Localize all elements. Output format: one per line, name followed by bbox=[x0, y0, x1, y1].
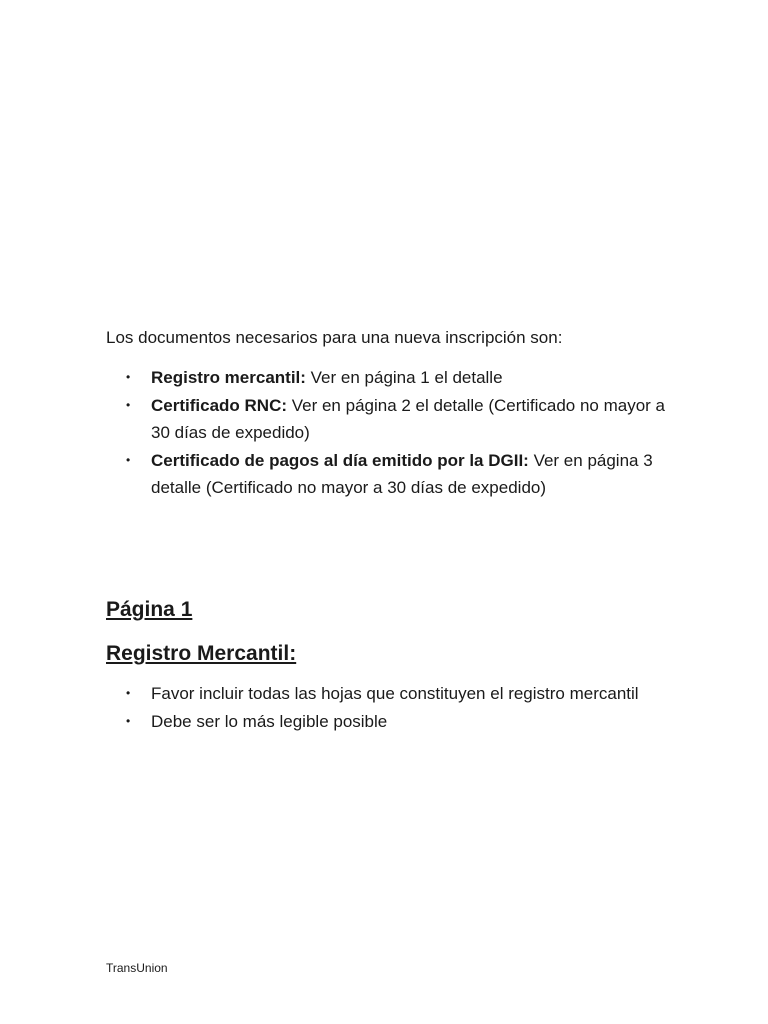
bullet-icon: • bbox=[126, 370, 131, 384]
document-detail: Ver en página 1 el detalle bbox=[305, 368, 503, 387]
requirement-text: Debe ser lo más legible posible bbox=[151, 711, 388, 731]
bullet-icon: • bbox=[126, 713, 131, 728]
document-label: Certificado RNC: bbox=[151, 395, 288, 415]
bullet-icon: • bbox=[126, 686, 131, 700]
bullet-icon: • bbox=[126, 452, 131, 467]
registro-requirements-list bbox=[106, 680, 686, 735]
page-heading: Página 1 bbox=[106, 598, 193, 621]
document-detail: Ver en página 2 el detalle (Certificado no mayor a 30 días de expedido) bbox=[151, 395, 666, 442]
list-item bbox=[106, 680, 686, 708]
document-label: Certificado de pagos al día emitido por la DGII: bbox=[151, 450, 529, 470]
bullet-icon: • bbox=[126, 397, 131, 412]
requirement-text: Favor incluir todas las hojas que constituyen el registro mercantil bbox=[151, 684, 639, 703]
document-label: Registro mercantil: bbox=[151, 368, 306, 387]
section-heading: Registro Mercantil: bbox=[106, 642, 297, 665]
list-item bbox=[106, 364, 686, 392]
list-item bbox=[106, 708, 686, 736]
list-item bbox=[106, 447, 686, 502]
list-item bbox=[106, 392, 686, 447]
intro-text: Los documentos necesarios para una nueva inscripción son: bbox=[106, 328, 563, 347]
document-detail: Ver en página 3 detalle (Certificado no mayor a 30 días de expedido) bbox=[151, 450, 653, 497]
required-documents-list bbox=[106, 364, 686, 502]
footer-text: TransUnion bbox=[106, 961, 168, 975]
